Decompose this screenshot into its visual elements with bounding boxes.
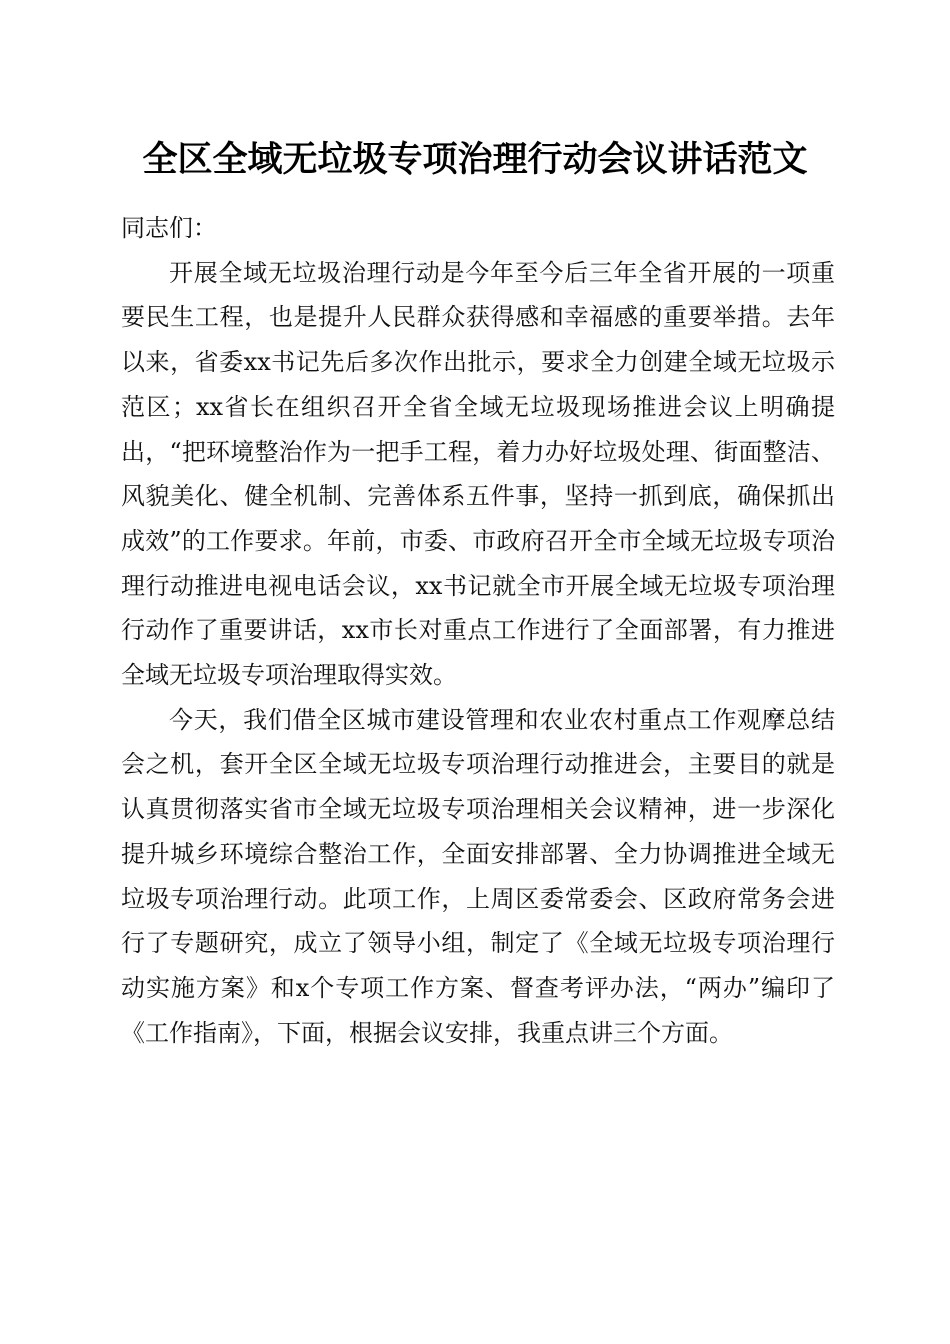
salutation: 同志们：	[121, 214, 217, 242]
document-body	[121, 206, 835, 1055]
paragraph-2: 今天，我们借全区城市建设管理和农业农村重点工作观摩总结会之机，套开全区全域无垃圾专项治理行动推进会，主要目的就是认真贯彻落实省市全域无垃圾专项治理相关会议精神，进一步深化提升城乡环境综合整治工作，全面安排部署、全力协调推进全域无垃圾专项治理行动。此项工作，上周区委常委会、区政府常务会进行了专题研究，成立了领导小组，制定了《全域无垃圾专项治理行动实施方案》和x个专项工作方案、督查考评办法，“两办”编印了《工作指南》，下面，根据会议安排，我重点讲三个方面。	[121, 705, 835, 1047]
paragraph-1: 开展全域无垃圾治理行动是今年至今后三年全省开展的一项重要民生工程，也是提升人民群众获得感和幸福感的重要举措。去年以来，省委xx书记先后多次作出批示，要求全力创建全域无垃圾示范区；xx省长在组织召开全省全域无垃圾现场推进会议上明确提出，“把环境整治作为一把手工程，着力办好垃圾处理、街面整洁、风貌美化、健全机制、完善体系五件事，坚持一抓到底，确保抓出成效”的工作要求。年前，市委、市政府召开全市全域无垃圾专项治理行动推进电视电话会议，xx书记就全市开展全域无垃圾专项治理行动作了重要讲话，xx市长对重点工作进行了全面部署，有力推进全域无垃圾专项治理取得实效。	[121, 258, 835, 690]
document-title: 全区全域无垃圾专项治理行动会议讲话范文	[142, 139, 808, 180]
